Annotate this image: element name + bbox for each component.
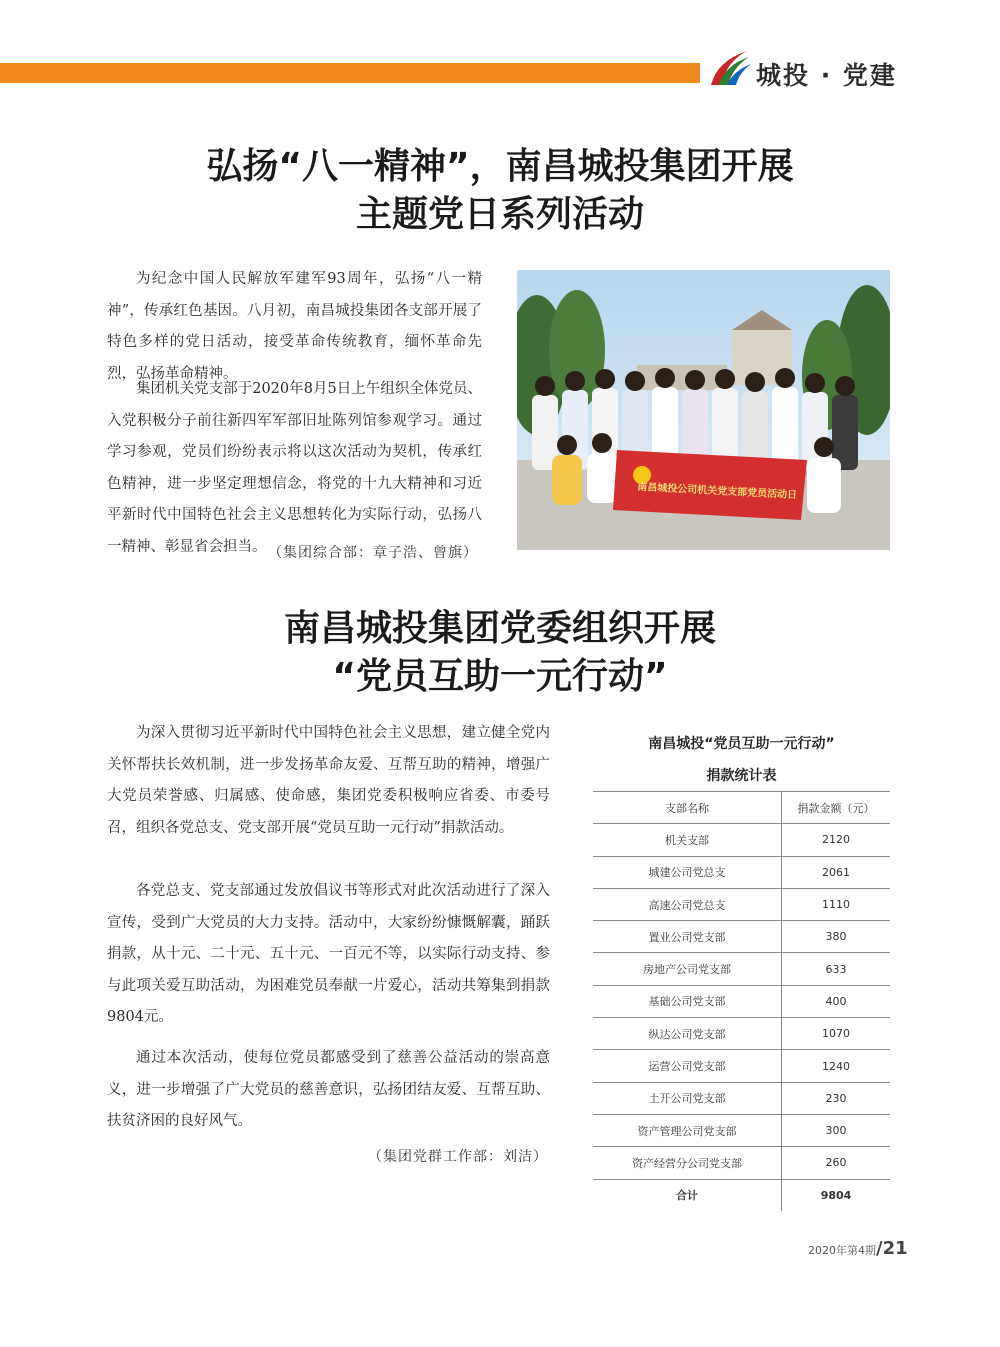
group-photo [517,270,890,550]
table-total-row [593,1179,890,1211]
branch-name: 房地产公司党支部 [593,953,782,985]
branch-name: 运营公司党支部 [593,1050,782,1082]
table-row [593,1114,890,1146]
branch-name: 纵达公司党支部 [593,1018,782,1050]
donation-amount: 2120 [782,824,891,856]
table-row [593,824,890,856]
table-row [593,1050,890,1082]
branch-name: 置业公司党支部 [593,921,782,953]
city-investment-logo-icon [707,47,751,87]
table-row [593,953,890,985]
donation-amount: 380 [782,921,891,953]
header-accent-bar [0,63,700,83]
table-header-row [593,792,890,824]
donation-amount: 633 [782,953,891,985]
table-row [593,888,890,920]
table-title-line1: 南昌城投“党员互助一元行动” [648,736,835,752]
table-row [593,1147,890,1179]
donation-amount: 300 [782,1114,891,1146]
donation-amount: 1240 [782,1050,891,1082]
article1-title-line1: 弘扬“八一精神”，南昌城投集团开展 [206,146,794,187]
article1-paragraph-1: 为纪念中国人民解放军建军93周年，弘扬“八一精神”，传承红色基因。八月初，南昌城投集团各支部开展了特色多样的党日活动，接受革命传统教育，缅怀革命先烈，弘扬革命精神。 [107,271,482,382]
header-amount: 捐款金额（元） [782,792,891,824]
article1-title [0,143,1000,239]
branch-name: 资产管理公司党支部 [593,1114,782,1146]
article1-title-line2: 主题党日系列活动 [355,194,644,235]
table-row [593,921,890,953]
total-amount: 9804 [820,1188,852,1202]
article1-paragraph-2: 集团机关党支部于2020年8月5日上午组织全体党员、入党积极分子前往新四军军部旧址陈列馆参观学习。通过学习参观，党员们纷纷表示将以这次活动为契机，传承红色精神，进一步坚定理想信念，将党的十九大精神和习近平新时代中国特色社会主义思想转化为实际行动，弘扬八一精神、彰显省会担当。 [107,381,482,555]
photo-banner-text: 南昌城投公司机关党支部党员活动日 [636,481,798,502]
article1-credit: （集团综合部：章子浩、曾旗） [268,545,478,561]
article2-title [0,605,1000,701]
donation-table [593,792,890,1211]
branch-name: 资产经营分公司党支部 [593,1147,782,1179]
section-brand: 城投 · 党建 [756,61,897,90]
donation-amount: 260 [782,1147,891,1179]
donation-amount: 1070 [782,1018,891,1050]
article2-credit: （集团党群工作部：刘洁） [368,1149,548,1165]
article2-paragraph-1: 为深入贯彻习近平新时代中国特色社会主义思想，建立健全党内关怀帮扶长效机制，进一步发扬革命友爱、互帮互助的精神，增强广大党员荣誉感、归属感、使命感，集团党委积极响应省委、市委号召，组织各党总支、党支部开展“党员互助一元行动”捐款活动。 [107,725,550,836]
table-title-line2: 捐款统计表 [706,768,777,784]
article2-title-line1: 南昌城投集团党委组织开展 [283,608,716,649]
table-row [593,985,890,1017]
branch-name: 高速公司党总支 [593,888,782,920]
table-row [593,1082,890,1114]
page-number [808,1238,908,1259]
branch-name: 机关支部 [593,824,782,856]
issue-label: 2020年第4期 [808,1244,876,1257]
article2-paragraph-2: 各党总支、党支部通过发放倡议书等形式对此次活动进行了深入宣传，受到广大党员的大力支持。活动中，大家纷纷慷慨解囊，踊跃捐款，从十元、二十元、五十元、一百元不等，以实际行动支持、参与此项关爱互助活动，为困难党员奉献一片爱心，活动共筹集到捐款9804元。 [107,883,550,1025]
branch-name: 基础公司党支部 [593,985,782,1017]
page-number-value: /21 [876,1238,908,1259]
donation-amount: 2061 [782,856,891,888]
donation-amount: 400 [782,985,891,1017]
table-row [593,1018,890,1050]
branch-name: 城建公司党总支 [593,856,782,888]
header-branch-name: 支部名称 [593,792,782,824]
article2-title-line2: “党员互助一元行动” [332,656,668,697]
branch-name: 土开公司党支部 [593,1082,782,1114]
table-row [593,856,890,888]
total-label: 合计 [593,1179,782,1211]
donation-amount: 1110 [782,888,891,920]
donation-amount: 230 [782,1082,891,1114]
article2-paragraph-3: 通过本次活动，使每位党员都感受到了慈善公益活动的崇高意义，进一步增强了广大党员的慈善意识，弘扬团结友爱、互帮互助、扶贫济困的良好风气。 [107,1050,550,1129]
